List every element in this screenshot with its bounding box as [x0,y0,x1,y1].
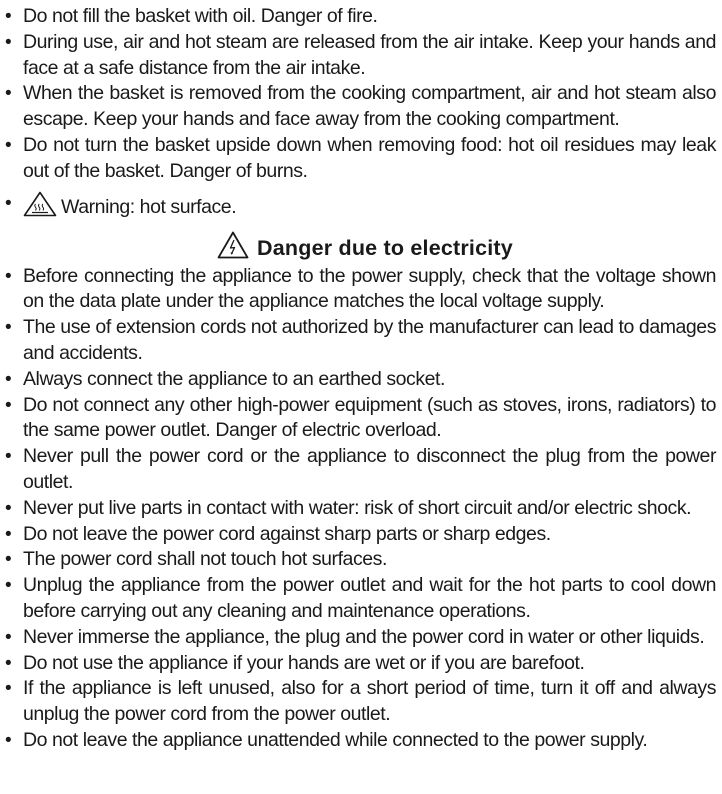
safety-instructions-page [0,4,722,754]
hot-surface-warning-icon [23,191,57,217]
list-item: • The power cord shall not touch hot surfaces. [0,547,722,573]
electrical-safety-list [0,264,722,754]
list-item: • During use, air and hot steam are released from the air intake. Keep your hands and face at a safe distance from the air intake. [0,30,722,82]
electric-hazard-icon [217,231,249,259]
electricity-section-heading [0,231,722,262]
list-item: • Never immerse the appliance, the plug and the power cord in water or other liquids. [0,625,722,651]
list-item: • Do not connect any other high-power equipment (such as stoves, irons, radiators) to the same power outlet. Danger of electric overload. [0,393,722,445]
list-item: • Do not use the appliance if your hands are wet or if you are barefoot. [0,651,722,677]
section-title: Danger due to electricity [257,235,513,260]
list-item: • If the appliance is left unused, also for a short period of time, turn it off and always unplug the power cord from the power outlet. [0,676,722,728]
list-item: • Unplug the appliance from the power outlet and wait for the hot parts to cool down before carrying out any cleaning and maintenance operations. [0,573,722,625]
hot-surface-warning-item [0,191,722,225]
list-item: • Do not fill the basket with oil. Danger of fire. [0,4,722,30]
list-item: • When the basket is removed from the cooking compartment, air and hot steam also escape. Keep your hands and face away from the cooking compartment. [0,81,722,133]
list-item: • Before connecting the appliance to the power supply, check that the voltage shown on the data plate under the appliance matches the local voltage supply. [0,264,722,316]
list-item: • Never put live parts in contact with water: risk of short circuit and/or electric shock. [0,496,722,522]
list-item: • Do not turn the basket upside down when removing food: hot oil residues may leak out of the basket. Danger of burns. [0,133,722,185]
list-item: • Do not leave the appliance unattended while connected to the power supply. [0,728,722,754]
list-item: • Always connect the appliance to an earthed socket. [0,367,722,393]
hot-surface-warning-text: Warning: hot surface. [61,195,237,218]
fire-safety-list [0,4,722,225]
list-item: • The use of extension cords not authorized by the manufacturer can lead to damages and accidents. [0,315,722,367]
list-item: • Never pull the power cord or the appliance to disconnect the plug from the power outlet. [0,444,722,496]
list-item: • Do not leave the power cord against sharp parts or sharp edges. [0,522,722,548]
